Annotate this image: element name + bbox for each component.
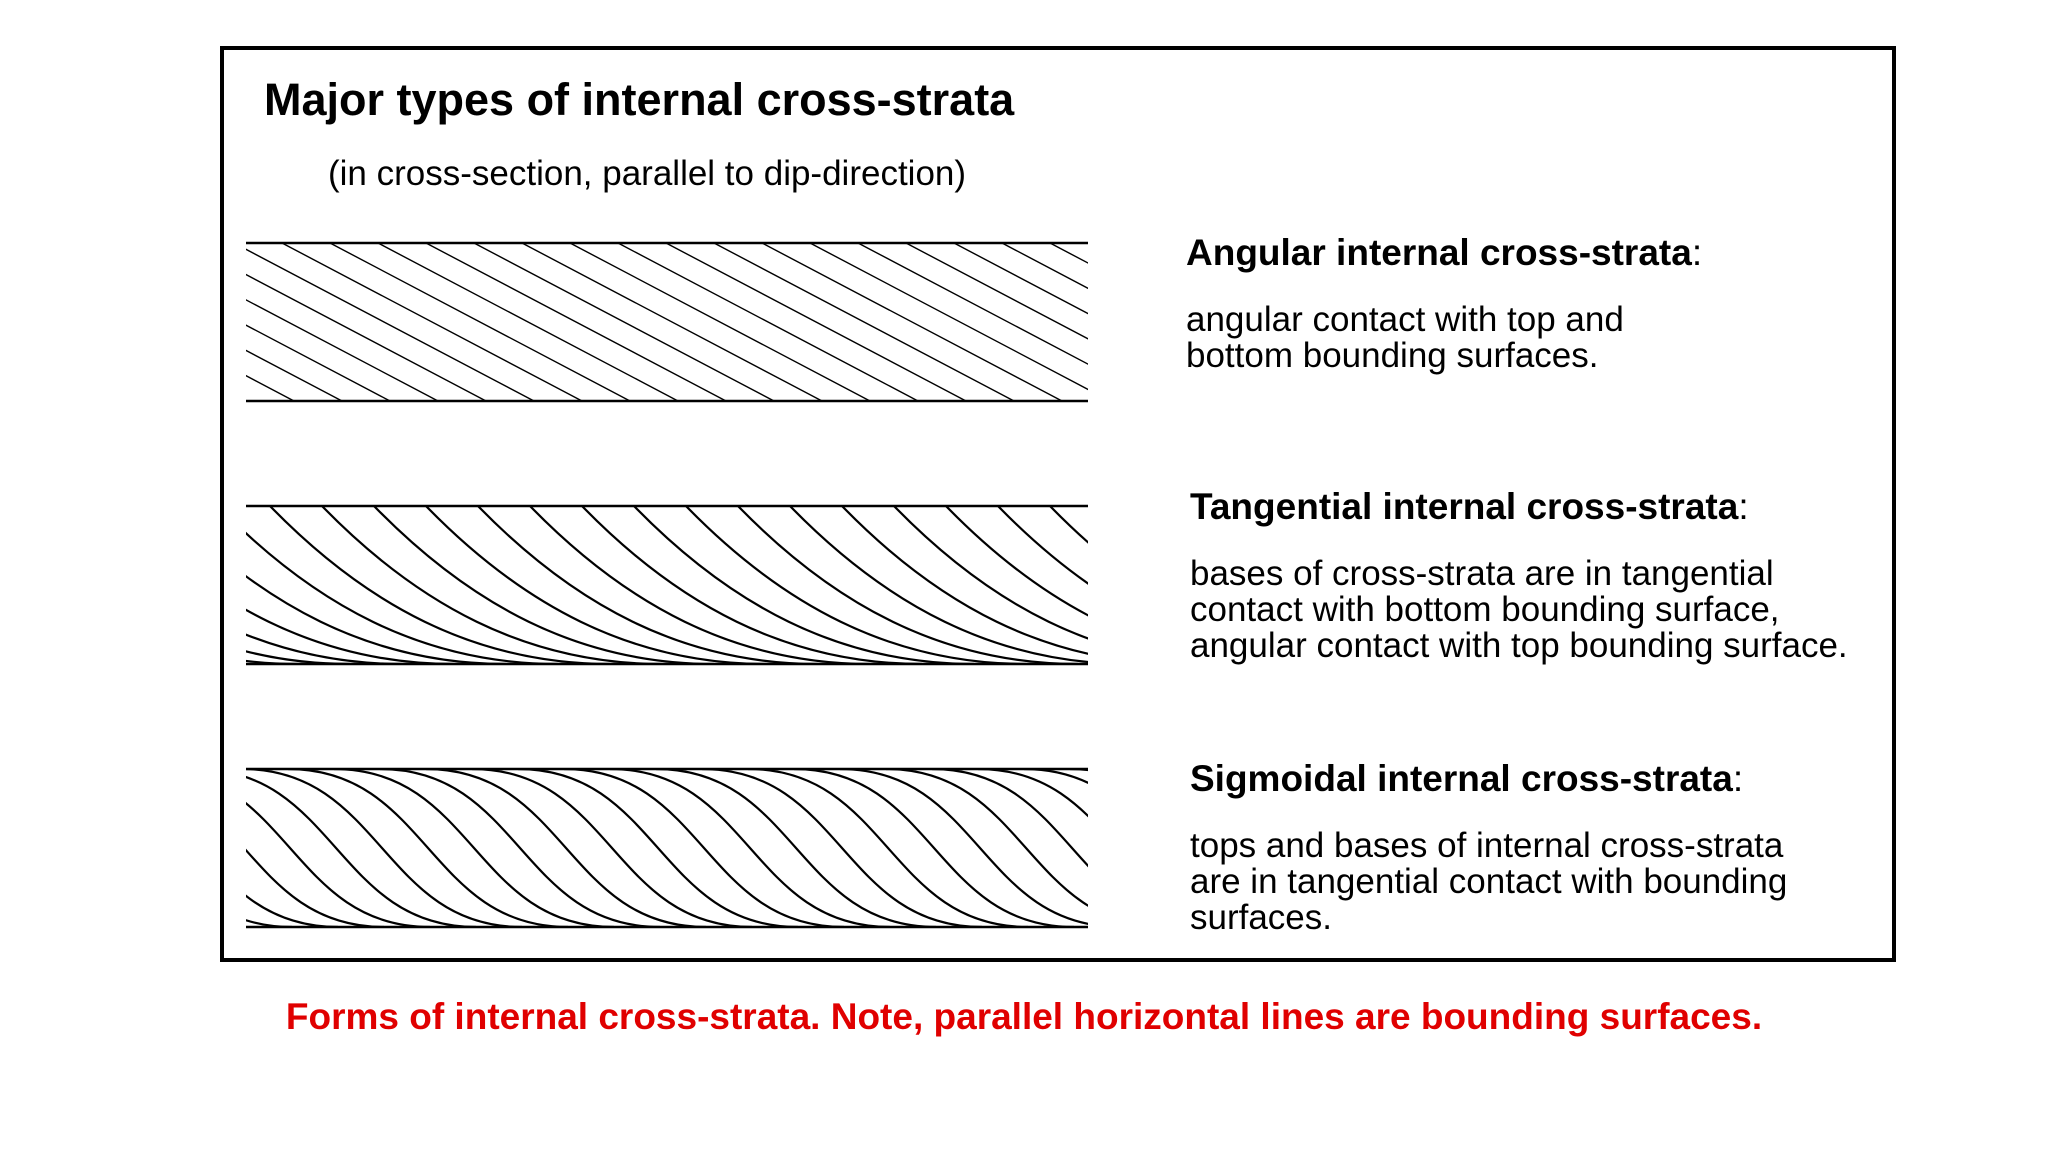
cross-stratum-curve — [242, 769, 522, 927]
angular-body-line: bottom bounding surfaces. — [1186, 336, 1599, 376]
tangential-cross-strata-diagram — [246, 503, 1088, 667]
tangential-heading: Tangential internal cross-strata: — [1190, 486, 1749, 527]
cross-stratum-line — [762, 243, 1062, 401]
cross-stratum-curve — [748, 769, 1028, 927]
figure-caption: Forms of internal cross-strata. Note, parallel horizontal lines are bounding surfaces. — [285, 996, 1763, 1037]
cross-stratum-curve — [166, 506, 506, 664]
cross-stratum-curve — [656, 769, 936, 927]
cross-stratum-line — [666, 243, 966, 401]
cross-stratum-curve — [322, 506, 662, 664]
cross-stratum-curve — [114, 506, 454, 664]
cross-stratum-line — [0, 243, 246, 401]
sigmoidal-heading: Sigmoidal internal cross-strata: — [1190, 758, 1744, 799]
cross-stratum-curve — [426, 506, 766, 664]
angular-description — [1186, 232, 1702, 374]
cross-stratum-line — [378, 243, 678, 401]
cross-stratum-line — [330, 243, 630, 401]
cross-stratum-curve — [472, 769, 752, 927]
cross-stratum-curve — [564, 769, 844, 927]
cross-stratum-curve — [426, 769, 706, 927]
cross-stratum-line — [474, 243, 774, 401]
figure-title: Major types of internal cross-strata — [264, 74, 1015, 125]
cross-stratum-curve — [150, 769, 430, 927]
cross-stratum-curve — [610, 769, 890, 927]
sigmoidal-body-line: tops and bases of internal cross-strata — [1190, 826, 1784, 865]
sigmoidal-body-line: are in tangential contact with bounding — [1190, 862, 1788, 902]
cross-stratum-curve — [840, 769, 1120, 927]
cross-stratum-curve — [380, 769, 660, 927]
cross-stratum-line — [714, 243, 1014, 401]
cross-stratum-curve — [58, 769, 338, 927]
cross-stratum-curve — [218, 506, 558, 664]
cross-stratum-curve — [0, 506, 246, 664]
cross-stratum-curve — [738, 506, 1078, 664]
angular-heading: Angular internal cross-strata: — [1186, 232, 1703, 273]
cross-stratum-curve — [10, 506, 350, 664]
cross-stratum-curve — [794, 769, 1074, 927]
cross-stratum-curve — [702, 769, 982, 927]
tangential-body-line: bases of cross-strata are in tangential — [1190, 554, 1774, 593]
cross-stratum-curve — [374, 506, 714, 664]
cross-stratum-curve — [582, 506, 922, 664]
cross-stratum-curve — [270, 506, 610, 664]
sigmoidal-body — [1190, 828, 1787, 936]
angular-body-line: angular contact with top and — [1186, 300, 1624, 339]
cross-stratum-line — [522, 243, 822, 401]
tangential-body — [1190, 556, 1848, 664]
cross-stratum-curve — [12, 769, 292, 927]
sigmoidal-description — [1190, 758, 1787, 936]
cross-stratum-line — [282, 243, 582, 401]
cross-stratum-curve — [0, 506, 298, 664]
cross-stratum-curve — [334, 769, 614, 927]
cross-stratum-line — [618, 243, 918, 401]
cross-stratum-line — [138, 243, 438, 401]
angular-cross-strata-diagram — [246, 240, 1088, 404]
cross-stratum-curve — [686, 506, 1026, 664]
cross-stratum-line — [426, 243, 726, 401]
cross-stratum-curve — [288, 769, 568, 927]
sigmoidal-body-line: surfaces. — [1190, 898, 1332, 938]
cross-stratum-curve — [518, 769, 798, 927]
cross-stratum-line — [0, 243, 294, 401]
cross-stratum-curve — [790, 506, 1130, 664]
tangential-description — [1190, 486, 1848, 664]
cross-stratum-curve — [634, 506, 974, 664]
cross-stratum-line — [234, 243, 534, 401]
cross-stratum-line — [42, 243, 342, 401]
tangential-body-line: angular contact with top bounding surface. — [1190, 626, 1848, 666]
cross-stratum-line — [810, 243, 1110, 401]
cross-stratum-line — [570, 243, 870, 401]
cross-stratum-curve — [0, 769, 246, 927]
sigmoidal-cross-strata-diagram — [246, 766, 1088, 930]
tangential-body-line: contact with bottom bounding surface, — [1190, 590, 1780, 630]
figure-subtitle: (in cross-section, parallel to dip-direction) — [328, 154, 967, 193]
cross-stratum-curve — [530, 506, 870, 664]
angular-body — [1186, 302, 1702, 374]
cross-stratum-curve — [478, 506, 818, 664]
